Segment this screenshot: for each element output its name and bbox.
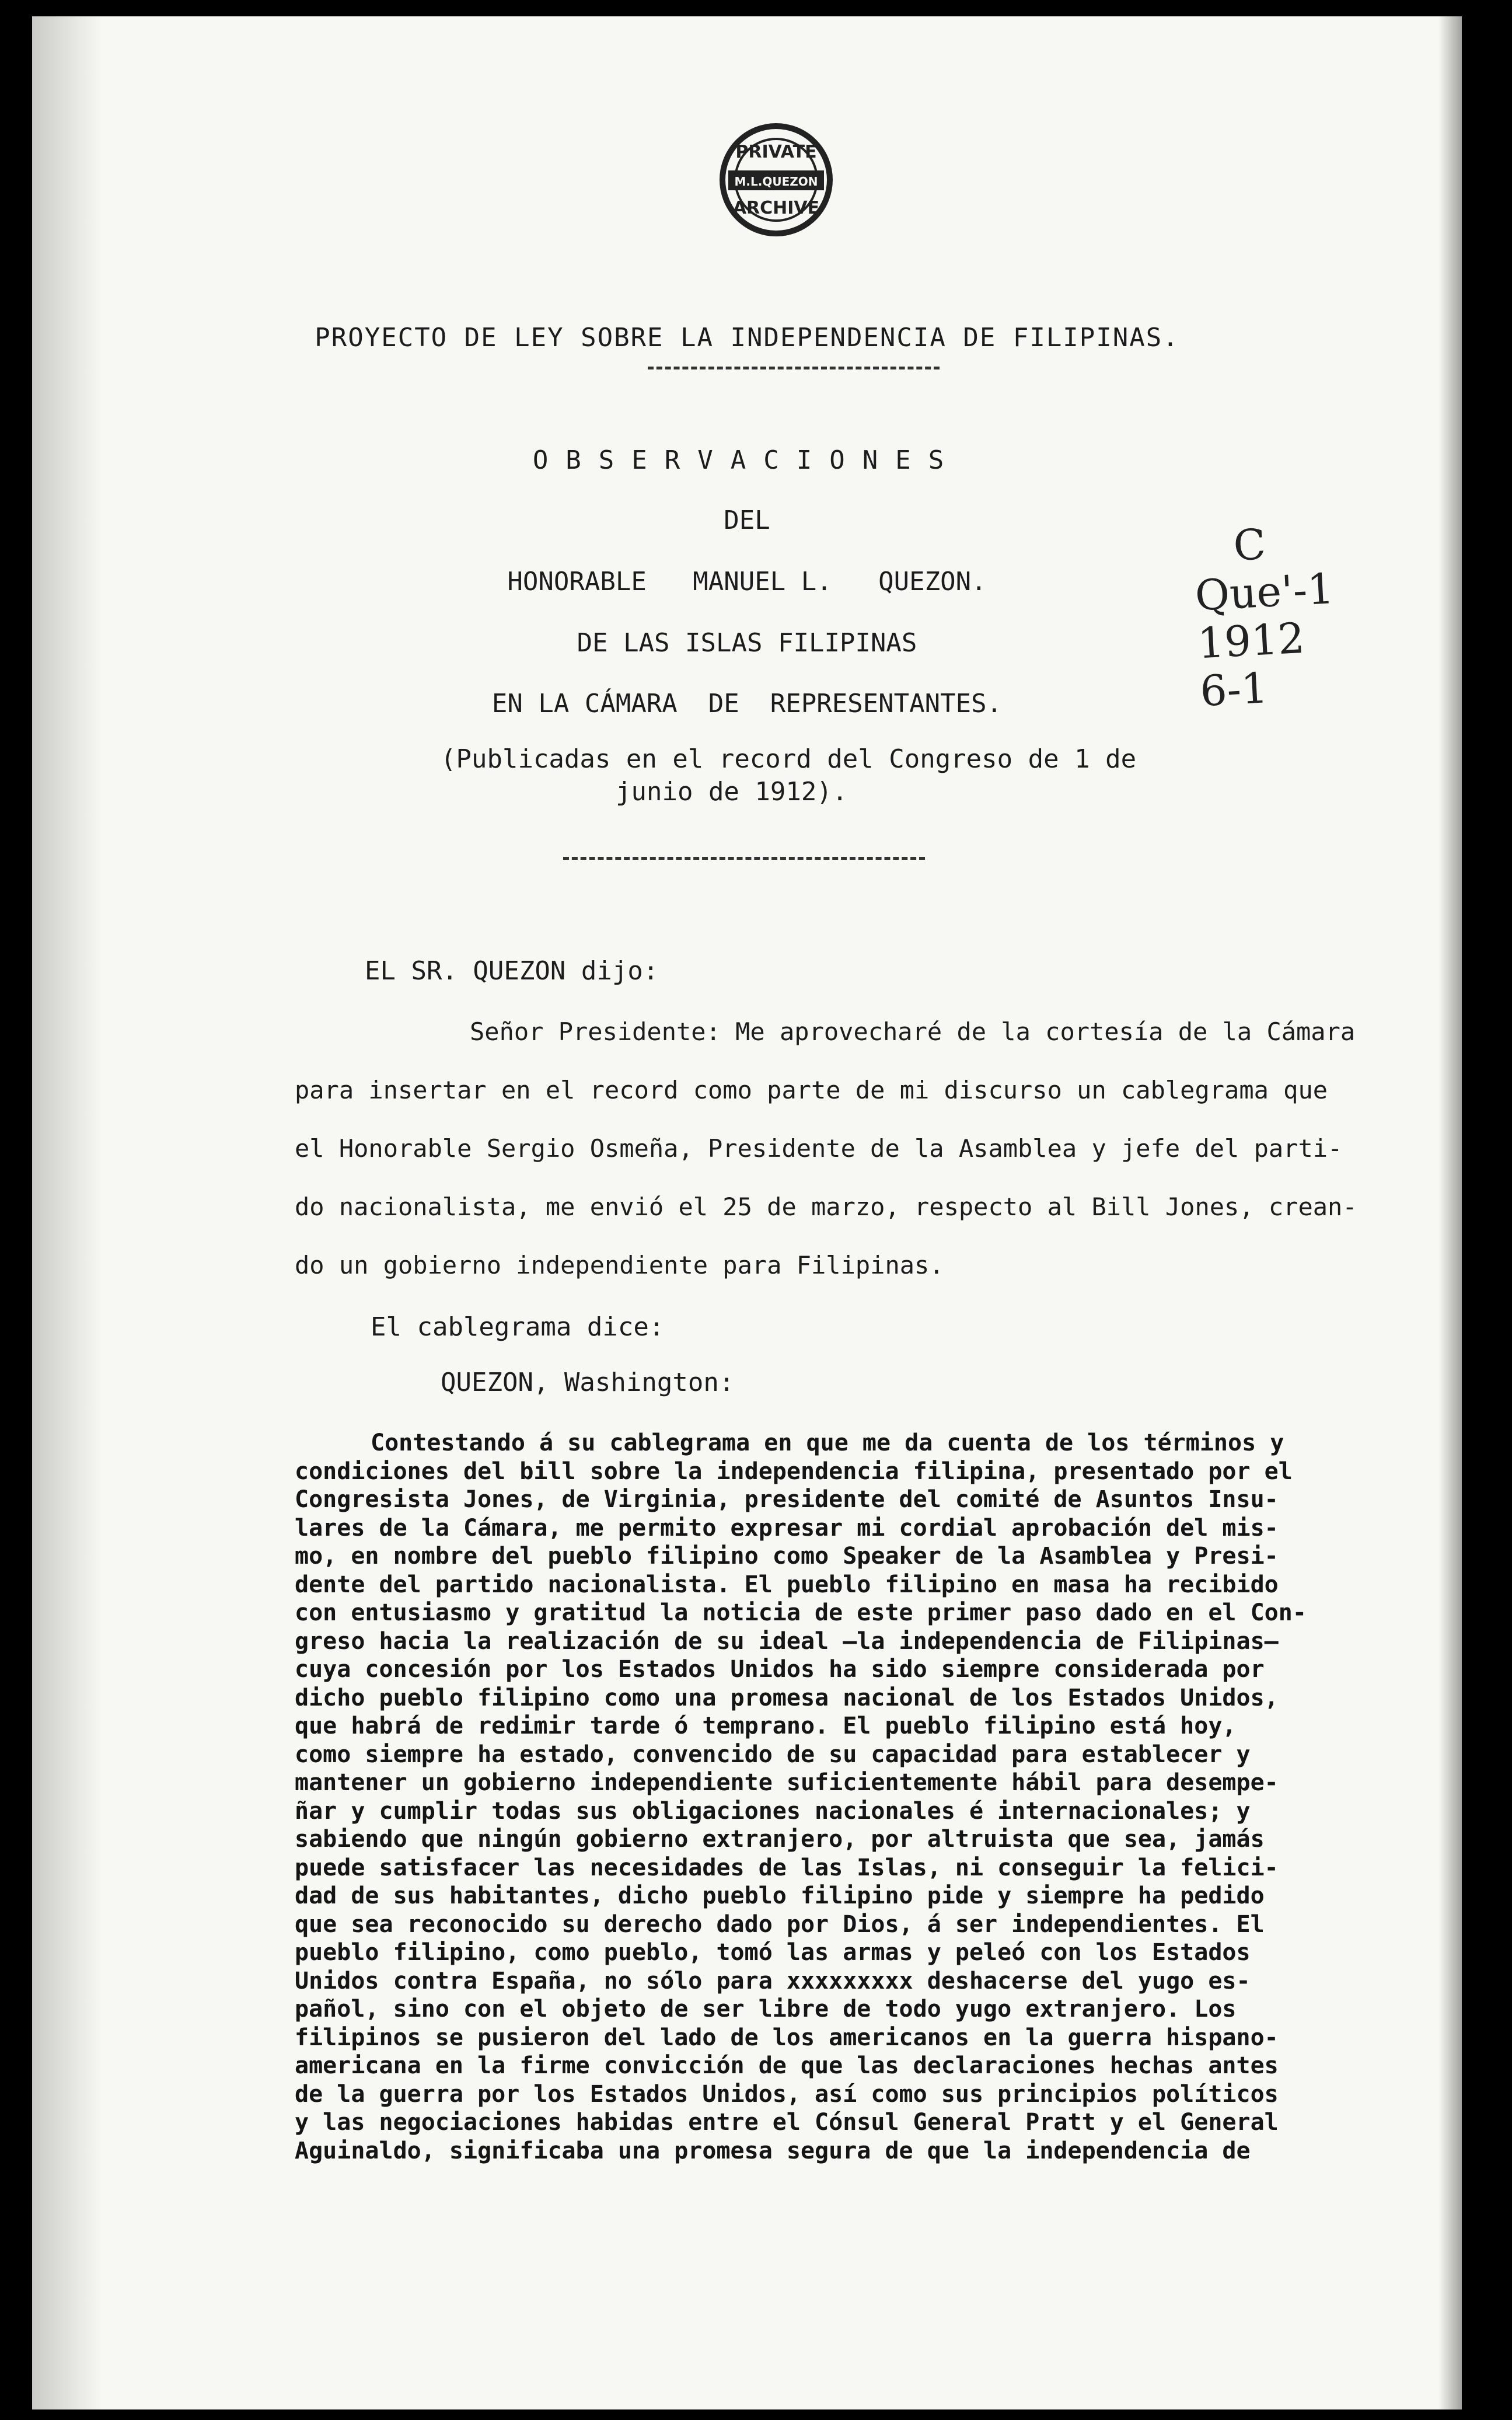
cable-intro: El cablegrama dice: — [371, 1312, 665, 1342]
handwritten-reference-note — [1192, 513, 1412, 715]
title-underline — [648, 367, 940, 369]
cable-line: pañol, sino con el objeto de ser libre de todo yugo extranjero. Los — [295, 1996, 1237, 2023]
publication-note — [441, 743, 1199, 808]
stamp-middle-text: M.L.QUEZON — [734, 175, 818, 189]
cable-line: filipinos se pusieron del lado de los americanos en la guerra hispano- — [295, 2024, 1279, 2051]
publication-line: (Publicadas en el record del Congreso de 1 de — [441, 744, 1137, 774]
speech-line: do un gobierno independiente para Filipinas. — [295, 1251, 944, 1279]
heading-del: DEL — [724, 505, 770, 535]
stamp-bottom-text: ARCHIVE — [732, 198, 820, 218]
cable-line: como siempre ha estado, convencido de su capacidad para establecer y — [295, 1741, 1251, 1768]
speech-line: el Honorable Sergio Osmeña, Presidente de la Asamblea y jefe del parti- — [295, 1134, 1343, 1163]
heading-islas: DE LAS ISLAS FILIPINAS — [577, 628, 917, 658]
cable-line: mo, en nombre del pueblo filipino como Speaker de la Asamblea y Presi- — [295, 1543, 1279, 1570]
cable-line: con entusiasmo y gratitud la noticia de este primer paso dado en el Con- — [295, 1599, 1307, 1626]
speech-line: Señor Presidente: Me aprovecharé de la cortesía de la Cámara — [470, 1017, 1356, 1046]
handnote-line: 1912 — [1196, 613, 1306, 668]
cable-line: Unidos contra España, no sólo para xxxxxxxxx deshacerse del yugo es- — [295, 1967, 1251, 1994]
handnote-line: Que'-1 — [1193, 564, 1335, 620]
speech-line: do nacionalista, me envió el 25 de marzo, respecto al Bill Jones, crean- — [295, 1192, 1357, 1221]
cable-line: que sea reconocido su derecho dado por Dios, á ser independientes. El — [295, 1910, 1265, 1938]
cable-addressee: QUEZON, Washington: — [441, 1368, 735, 1397]
handnote-line: C — [1232, 519, 1267, 570]
cable-line: pueblo filipino, como pueblo, tomó las armas y peleó con los Estados — [295, 1939, 1251, 1966]
cable-line: y las negociaciones habidas entre el Cónsul General Pratt y el General — [295, 2109, 1279, 2136]
cable-line: greso hacia la realización de su ideal —la independencia de Filipinas— — [295, 1627, 1279, 1655]
cable-line: lares de la Cámara, me permito expresar mi cordial aprobación del mis- — [295, 1514, 1279, 1542]
cable-line: americana en la firme convicción de que las declaraciones hechas antes — [295, 2052, 1279, 2079]
document-page — [32, 16, 1462, 2409]
cable-line: dente del partido nacionalista. El pueblo filipino en masa ha recibido — [295, 1571, 1279, 1598]
cable-line: sabiendo que ningún gobierno extranjero, por altruista que sea, jamás — [295, 1826, 1265, 1853]
cable-text — [295, 1429, 1409, 2165]
cable-line: cuya concesión por los Estados Unidos ha sido siempre considerada por — [295, 1656, 1265, 1683]
cable-line: dad de sus habitantes, dicho pueblo filipino pide y siempre ha pedido — [295, 1882, 1265, 1909]
cable-line: Contestando á su cablegrama en que me da cuenta de los términos y — [371, 1429, 1284, 1456]
cable-line: de la guerra por los Estados Unidos, así como sus principios políticos — [295, 2080, 1279, 2108]
cable-line: Aguinaldo, significaba una promesa segura de que la independencia de — [295, 2137, 1251, 2164]
cable-line: mantener un gobierno independiente suficientemente hábil para desempe- — [295, 1769, 1279, 1796]
heading-observaciones: OBSERVACIONES — [532, 445, 962, 475]
publication-line: junio de 1912). — [616, 777, 848, 807]
cable-line: que habrá de redimir tarde ó temprano. El pueblo filipino está hoy, — [295, 1713, 1237, 1739]
cable-line: puede satisfacer las necesidades de las Islas, ni conseguir la felici- — [295, 1854, 1279, 1881]
heading-honorable: HONORABLE MANUEL L. QUEZON. — [507, 567, 987, 597]
cable-line: condiciones del bill sobre la independencia filipina, presentado por el — [295, 1457, 1293, 1485]
cable-line: Congresista Jones, de Virginia, presidente del comité de Asuntos Insu- — [295, 1486, 1279, 1513]
private-stamp-icon — [718, 121, 834, 238]
cable-line: dicho pueblo filipino como una promesa nacional de los Estados Unidos, — [295, 1684, 1279, 1711]
heading-camara: EN LA CÁMARA DE REPRESENTANTES. — [491, 689, 1003, 719]
stamp-top-text: PRIVATE — [735, 142, 817, 162]
cable-line: ñar y cumplir todas sus obligaciones nacionales é internacionales; y — [295, 1797, 1251, 1825]
speech-paragraph — [295, 1003, 1392, 1295]
speaker-line: EL SR. QUEZON dijo: — [365, 956, 659, 986]
handnote-line: 6-1 — [1199, 663, 1269, 716]
speech-line: para insertar en el record como parte de mi discurso un cablegrama que — [295, 1076, 1328, 1104]
section-rule — [563, 857, 925, 860]
document-title: PROYECTO DE LEY SOBRE LA INDEPENDENCIA DE FILIPINAS. — [315, 323, 1179, 353]
